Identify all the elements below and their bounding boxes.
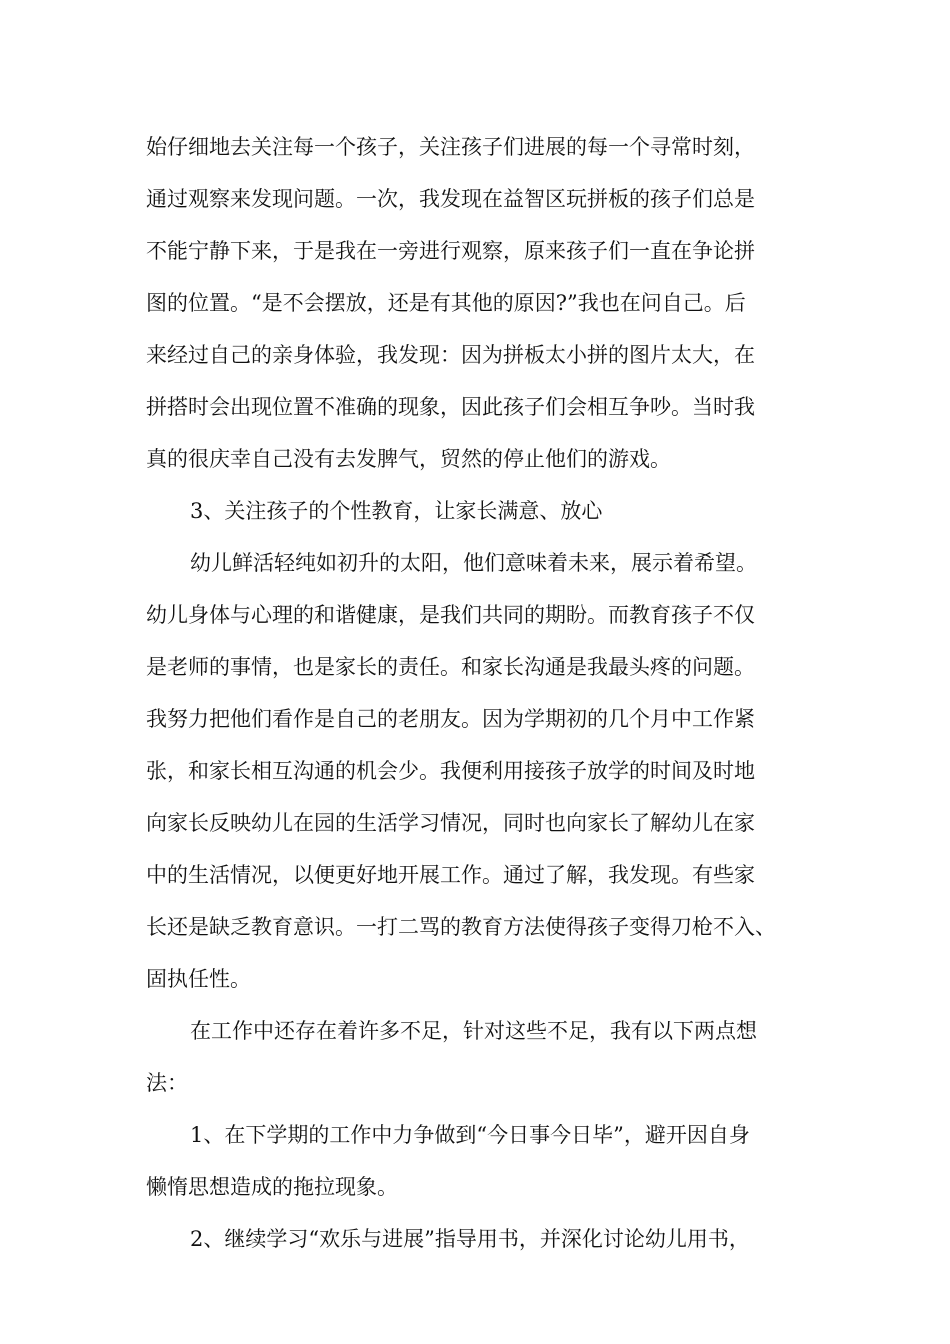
text-line-19: 法：: [146, 1071, 188, 1095]
text-line-10: 幼儿身体与心理的和谐健康，是我们共同的期盼。而教育孩子不仅: [146, 603, 755, 627]
text-line-13: 张，和家长相互沟通的机会少。我便利用接孩子放学的时间及时地: [146, 759, 755, 783]
text-line-18: 在工作中还存在着许多不足，针对这些不足，我有以下两点想: [190, 1019, 757, 1043]
text-line-3: 不能宁静下来，于是我在一旁进行观察，原来孩子们一直在争论拼: [146, 239, 755, 263]
text-line-6: 拼搭时会出现位置不准确的现象，因此孩子们会相互争吵。当时我: [146, 395, 755, 419]
text-line-12: 我努力把他们看作是自己的老朋友。因为学期初的几个月中工作紧: [146, 707, 755, 731]
text-line-5: 来经过自己的亲身体验，我发现：因为拼板太小拼的图片太大，在: [146, 343, 755, 367]
text-line-7: 真的很庆幸自己没有去发脾气，贸然的停止他们的游戏。: [146, 447, 671, 471]
text-line-11: 是老师的事情，也是家长的责任。和家长沟通是我最头疼的问题。: [146, 655, 755, 679]
text-line-16: 长还是缺乏教育意识。一打二骂的教育方法使得孩子变得刀枪不入、: [146, 915, 776, 939]
text-line-1: 始仔细地去关注每一个孩子，关注孩子们进展的每一个寻常时刻，: [146, 135, 755, 159]
list-item-1: 1、在下学期的工作中力争做到“今日事今日毕”，避开因自身: [190, 1123, 750, 1147]
text-line-9: 幼儿鲜活轻纯如初升的太阳，他们意味着未来，展示着希望。: [190, 551, 757, 575]
text-line-17: 固执任性。: [146, 967, 251, 991]
text-line-2: 通过观察来发现问题。一次，我发现在益智区玩拼板的孩子们总是: [146, 187, 755, 211]
text-line-4: 图的位置。“是不会摆放，还是有其他的原因?”我也在问自己。后: [146, 291, 746, 315]
section-heading: 3、关注孩子的个性教育，让家长满意、放心: [190, 499, 603, 523]
list-item-2: 2、继续学习“欢乐与进展”指导用书，并深化讨论幼儿用书，: [190, 1227, 750, 1251]
text-line-21: 懒惰思想造成的拖拉现象。: [146, 1175, 398, 1199]
text-line-15: 中的生活情况，以便更好地开展工作。通过了解，我发现。有些家: [146, 863, 755, 887]
text-line-14: 向家长反映幼儿在园的生活学习情况，同时也向家长了解幼儿在家: [146, 811, 755, 835]
